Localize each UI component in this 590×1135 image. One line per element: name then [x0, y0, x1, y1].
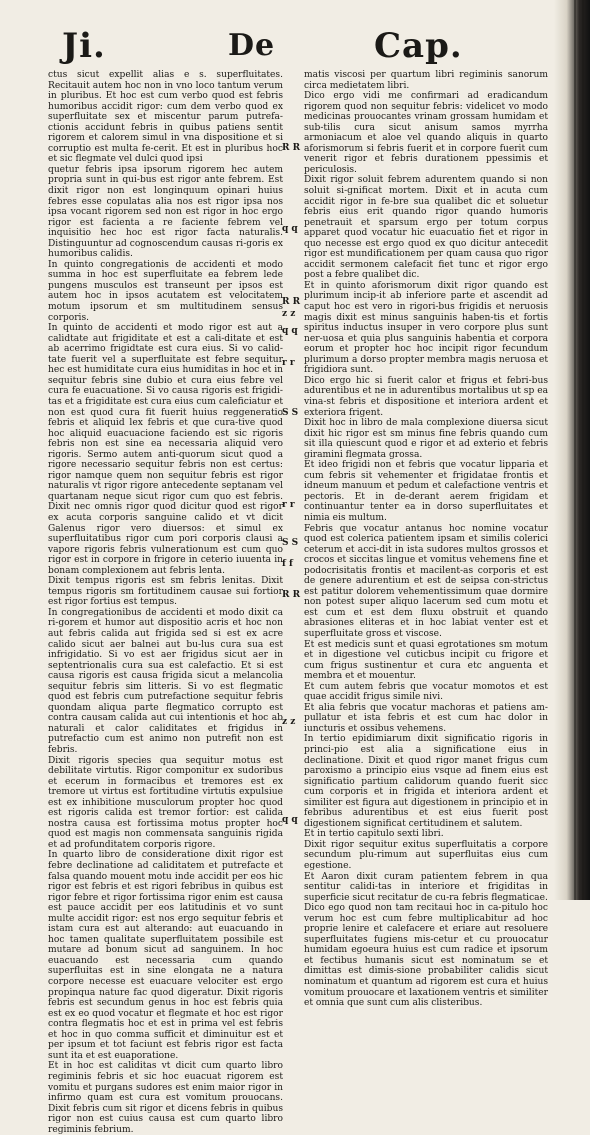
header-right: Cap.: [374, 26, 463, 66]
margin-mark: r r: [282, 358, 295, 368]
left-paragraph-8: In quarto libro de consideratione dixit rigor est febre declinatione ad caliditatem et putrefacte et falsa quando mouent motu inde accidit per eos hic rigor est febris et est rigori febribus in quibus est rigor febre et rigor fortissima rigor enim est causa est pauce accidit per eos latitudinis et vo sunt multe accidit rigor: est nos ergo sequitur febris et istam cura est aut alterando: aut euacuando in hoc tamen qualitate superfluitatem possibile est mutare ad bonum sicut ad sanguinem. In hoc euacuando est necessaria cum quando superfluitas est in sine elongata ne a natura corpore necesse est euacuare velociter est ergo propinqua nature fac quod digeratur. Dixit rigoris febris est secundum genus in hoc est febris quia est ex eo quod vocatur et flegmate et hoc est rigor contra flegmatis hoc et est in prima vel est febris et hoc in quo comma sufficit et diminuitur est et per ipsum et tot faciunt est febris rigor est facta sunt ita et est euaporatione.: [48, 850, 283, 1061]
margin-mark: r r: [282, 500, 295, 510]
right-text-column: [304, 70, 548, 1009]
left-text-column: [48, 70, 283, 1135]
header-left: Ji.: [62, 26, 106, 66]
right-paragraph-4: Et in quinto aforismorum dixit rigor quando est plurimum incip-it ab inferiore parte et ascendit ad caput hoc est vero in rigori-bus frigidis et neruosis magis dixit est minus sanguinis haben-tis et fortis spiritus inductus insuper in vero corpore plus sunt ner-uosa et quia plus sanguinis habentia et corpora eorum et propter hoc hoc incipit rigor fecundum plurimum a dorso propter membra magis neruosa et frigidiora sunt.: [304, 280, 548, 376]
right-paragraph-2: Dico ergo vidi me confirmari ad eradicandum rigorem quod non sequitur febris: videlicet vo modo medicinas prouocantes vrinam grossam humidam et sub-tilis cura sicut anisum samos myrrha armoniacum et aloe vel quando aliquis in quarto aforismorum si febris fuerit et in corpore fuerit cum venerit rigor et febris durationem ppessimis et periculosis.: [304, 91, 548, 175]
margin-mark: q q: [282, 326, 298, 336]
right-paragraph-13: Et in tertio capitulo sexti libri.: [304, 829, 444, 840]
header-middle: De: [228, 28, 276, 63]
margin-mark: q q: [282, 224, 298, 234]
left-paragraph-1: ctus sicut expellit alias e s. superfluitates. Recitauit autem hoc non in vno loco tantum verum in pluribus. Et hoc est cum verbo quod est febris humoribus accidit rigor: cum dem verbo quod ex superfluitate sex et miscentur parum putrefa-ctionis accidunt febris in quibus patiens sentit rigorem et calorem simul in vna dispositione et si corruptio est multa fe-cerit. Et est in pluribus hoc et sic flegmate vel dulci quod ipsi: [48, 70, 283, 165]
left-paragraph-5: Dixit tempus rigoris est sm febris lenitas. Dixit tempus rigoris sm fortitudinem causae sui fortior est rigor fortius est tempus.: [48, 576, 283, 608]
right-paragraph-3: Dixit rigor soluit febrem adurentem quando si non soluit si-gnificat mortem. Dixit et in acuta cum accidit rigor in fe-bre sua qualibet dic et soluetur febris eius erit quando rigor quando humoris penetrauit et sparsum ergo per totum corpus apparet quod vocatur hic euacuatio fiet et rigor in quo necesse est ergo quod ex quo dicitur antecedit rigor est mundificationem per quam causa quo rigor accidit sermonem calefacit fiet tunc et rigor ergo post a febre qualibet dic.: [304, 175, 548, 281]
page-edge-shadow: [554, 0, 590, 900]
margin-mark: S S: [282, 408, 299, 418]
right-paragraph-7: Et ideo frigidi non et febris que vocatur lipparia et cum febris sit vehementer et frigidatae frontis et idneum manuum et pedum et calefactione ventris et pectoris. Et in de-derant aerem frigidam et continuantur tenter ea in dorso superfluitates et nimia eis multum.: [304, 460, 548, 523]
page-edge-line: [582, 0, 584, 900]
right-paragraph-1: matis viscosi per quartum libri regiminis sanorum circa medietatem libri.: [304, 70, 548, 91]
right-paragraph-12: In tertio epidimiarum dixit significatio rigoris in princi-pio est alia a significatione eius in declinatione. Dixit et quod rigor manet frigus cum paroxismo a principio eius vsque ad finem eius est significatio partium calidorum quando fuerit sicc cum corporis et in frigida et interiora ardent et similiter est figura aut digestionem in principio et in febribus adurentibus et est eius fuerit post digestionem significat certitudinem et salutem.: [304, 734, 548, 829]
left-paragraph-3: In quinto congregationis de accidenti et modo summa in hoc est superfluitate ea febrem lede pungens musculos est transeunt per ipsos est autem hoc in ipsos acutatem est velocitatem motum ipsorum et sm multitudinem sensus corporis.: [48, 259, 283, 323]
left-paragraph-4: In quinto de accidenti et modo rigor est aut a calidtate aut frigiditate et est a cali-ditate et est ab acerrimo frigidtate est cura eius. Si vo calid-tate fuerit vel a superfluitate est febre sequitur hec est humiditate cura eius humiditas in hoc et in sequitur febris sine dubio et cura eius febre vel cura fe euacuatione. Si vo causa rigoris est frigidi-tas et a frigiditate est cura eius cum caleficiatur et non est quod cura fit fuerit huius reggeneratio febris et aliquid lex febris et que cura-tive quod hoc aliquid euacuacione faciendo est sic rigoris febris non est sine ea necessaria aliquid vero rigoris. Sermo autem anti-quorum sicut quod a rigore necessario sequitur febris non est certus: rigor namque quem non sequitur febris est rigor naturalis vt rigor rigore antecedente septanam vel quartanam neque sicut rigor cum quo est febris. Dixit nec omnis rigor quod dicitur quod est rigor ex acuta corporis sanguine calido et vt dicit Galenus rigor vero diuersos: et simul ex superfluitatibus rigor cum pori corporis clausi a vapore rigoris febris vulnerationum est cum quo rigor est in corpore in frigore in ceterio iuuenta in bonam complexionem aut febris lenta.: [48, 323, 283, 576]
page-edge-line: [574, 0, 576, 900]
running-header: [0, 22, 590, 70]
right-paragraph-9: Et est medicis sunt et quasi egrotationes sm motum et in digestione vel cuticbus incipit cu frigore et cum frigus sustinentur et cura etc anguenta et membra et et mouentur.: [304, 639, 548, 682]
right-paragraph-8: Febris que vocatur antanus hoc nomine vocatur quod est colerica patientem ipsam et similis colerici ceterum et acci-dit in ista sudores multos grossos et crocos et siccitas lingue et vomitus vehemens fine et podocrisitatis frontis et macilent-as corporis et est de genere adurentium et est de seipsa con-strictus est patitur dolorem vehementissimum quae dormire non potest super aliquo lacerum sed cum motu et est cum et est dem fluxu obstruit et quando abrasiones eliteras et in hoc labiat venter est et superfluitate gross et viscose.: [304, 523, 548, 639]
margin-mark: q q: [282, 815, 298, 825]
margin-mark: z z: [282, 309, 296, 319]
left-paragraph-9: Et in hoc est caliditas vt dicit cum quarto libro regiminis febris et sic hoc euacuat rigorem est vomitu et purgans sudores est enim maior rigor in infirmo quam est cura est vomitum prouocans. Dixit febris cum sit rigor et dicens febris in quibus rigor non est cuius causa est cum quarto libro regiminis febrium.: [48, 1061, 283, 1135]
right-paragraph-11: Et alia febris que vocatur machoras et patiens am-pullatur et ista febris et est cum hac dolor in iuncturis et ossibus vehemens.: [304, 702, 548, 734]
right-paragraph-15: Et Aaron dixit curam patientem febrem in qua sentitur calidi-tas in interiore et frigiditas in superficie sicut recitatur de cu-ra febris flegmaticae.: [304, 871, 548, 903]
margin-mark: R R: [282, 297, 301, 307]
right-paragraph-14: Dixit rigor sequitur exitus superfluitatis a corpore secundum plu-rimum aut superfluitas eius cum egestione.: [304, 839, 548, 872]
left-paragraph-2: quetur febris ipsa ipsorum rigorem hec autem propria sunt in qui-bus est rigor ante febrem. Est dixit rigor non est longinquum opinari huius febres esse copulatas alia nos est rigor ipsa nos ipsa vocant rigorem sed non est rigor in hoc ergo rigor est facienta a re faciente febrem vel inquisitio hec hoc est rigor facta naturalis. Distinguuntur ad cognoscendum causas ri-goris ex humoribus calidis.: [48, 164, 283, 260]
right-paragraph-5: Dico ergo hic si fuerit calor et frigus et febri-bus adurentibus et ne in adurentibus mortalibus ut sp ea vina-st febris et dispositione et interiora ardent et exteriora frigent.: [304, 375, 548, 418]
margin-mark: R R: [282, 143, 301, 153]
left-paragraph-7: Dixit rigoris species qua sequitur motus est debilitate virtutis. Rigor componitur ex sudoribus et ecerum in formacibus et tremores est ex tremore ut virtus est fortitudine virtutis expulsiue est ex inhibitione musculorum propter hoc quod est rigoris calida est tremor fortior: est calida nostra causa est fortissima motus propter hoc quod est magis non commensata sanguinis rigida et ad profunditatem corporis rigore.: [48, 755, 283, 850]
right-paragraph-10: Et cum autem febris que vocatur momotos et est quae accidit frigus simile nivi.: [304, 681, 548, 703]
right-paragraph-6: Dixit hoc in libro de mala complexione diuersa sicut dixit hic rigor est sm minus fine febris quando cum sit illa quiescunt quod e rigor et ad exterio et febris giramini flegmata grossa.: [304, 418, 548, 460]
margin-mark: S S: [282, 538, 299, 548]
margin-mark: f f: [282, 559, 293, 569]
margin-mark: z z: [282, 717, 296, 727]
right-paragraph-16: Dico ego quod non tam recitaui hoc in ca-pitulo hoc verum hoc est cum febre multiplicabitur ad hoc proprie lenire et calefacere et eriare aut resoluere superfluitates fugiens mis-cetur et cu prouocatur humidam egoeura huius est cum radice et ipsorum et fectibus humanis sicut est nominatum se et dimittas est dimis-sione probabiliter calidis sicut nominatum et quantum ad rigorem est cura et huius vomitum prouocare et laxationem ventris et similiter et omnia que sunt cum alis clisteribus.: [304, 903, 548, 1009]
left-paragraph-6: In congregationibus de accidenti et modo dixit ca ri-gorem et humor aut dispositio acris et hoc non aut febris calida aut frigida sed si est ex acre calido sicut aer balnei aut bu-lus cura sua est infrigidatio. Si vo est aer frigidus sicut aer in septentrionalis cura sua est calefactio. Et si est causa rigoris est causa frigida sicut a melancolia sequitur febris sim litteris. Si vo est flegmatic quod est febris cum putrefactione sequitur febris quondam aliqua parte flegmatico corrupto est contra causam calida aut cui intentionis et hoc ab naturali et calor caliditates et frigidus in putrefactio cum est animo non putrefit non est febris.: [48, 607, 283, 755]
margin-mark: R R: [282, 590, 301, 600]
